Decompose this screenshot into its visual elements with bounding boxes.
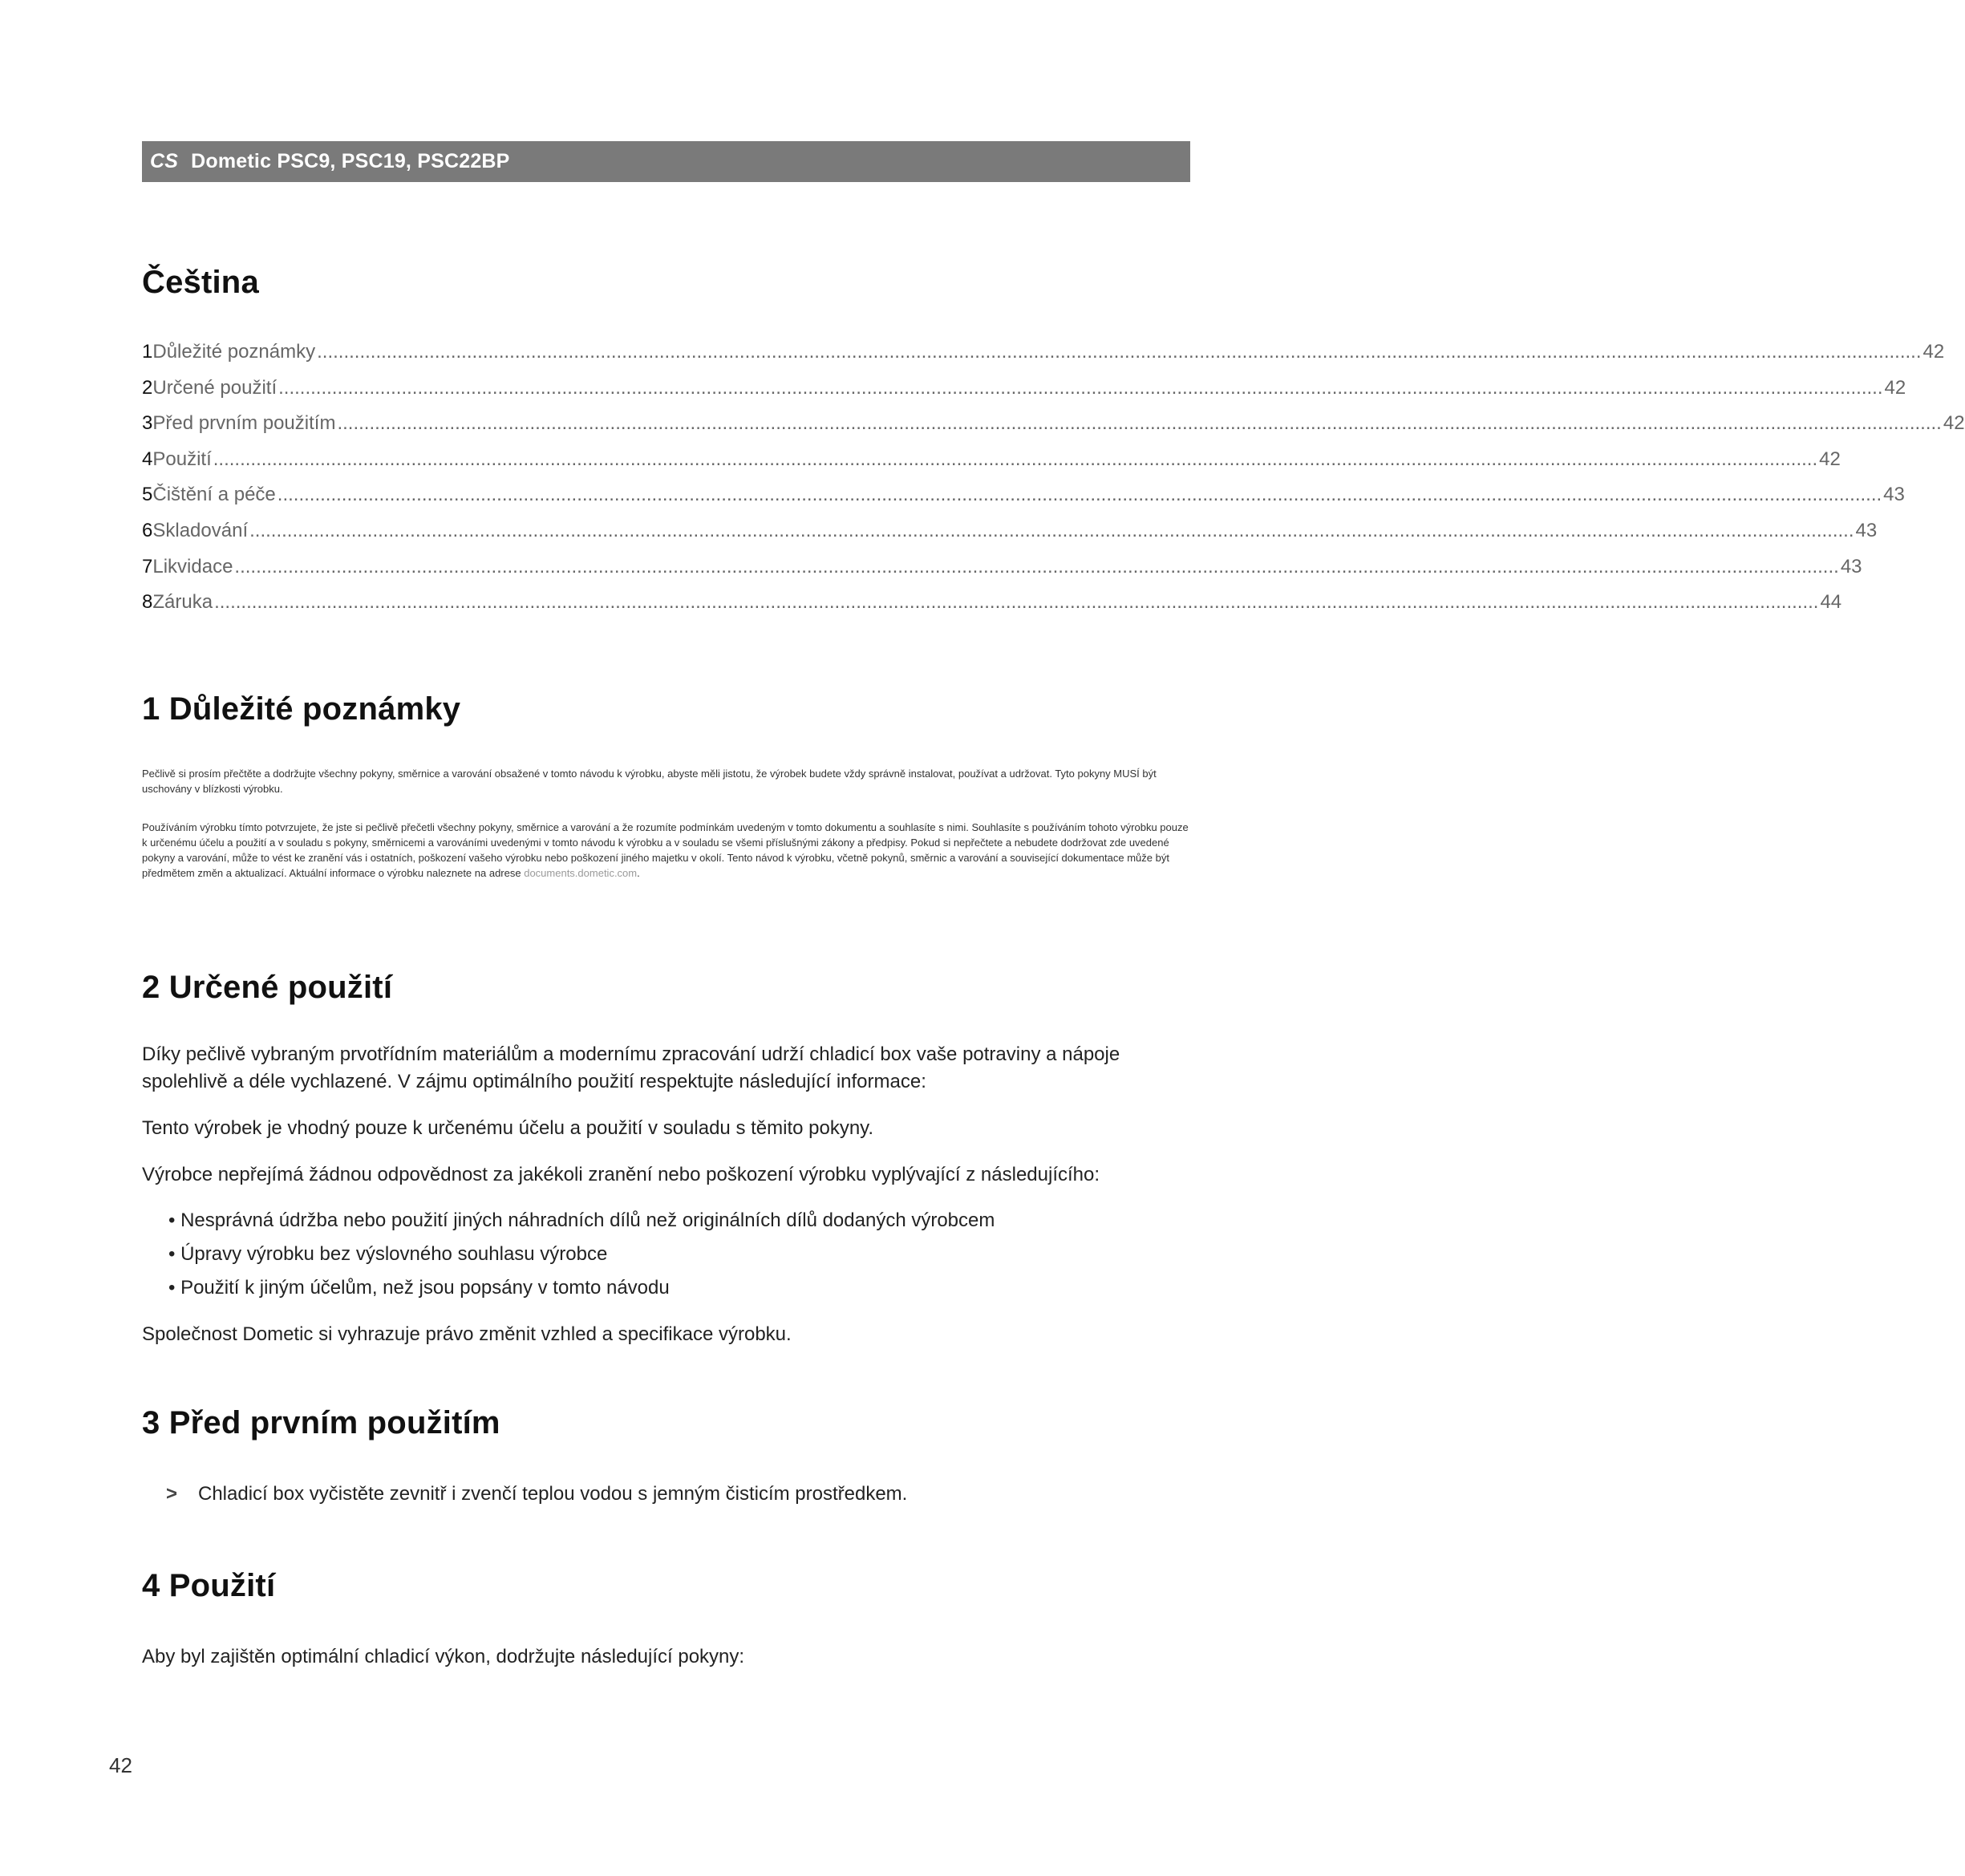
toc-row[interactable]	[142, 591, 1842, 627]
toc-page-number: 42	[1819, 448, 1841, 470]
toc-title: Záruka	[152, 591, 213, 614]
section-2-paragraph-3: Výrobce nepřejímá žádnou odpovědnost za jakékoli zranění nebo poškození výrobku vyplývající z následujícího:	[142, 1164, 1100, 1185]
bullet-item: • Použití k jiným účelům, než jsou popsány v tomto návodu	[168, 1277, 670, 1299]
toc-leader-dots: ............................................................................................................................................................................................................................................................................................................	[234, 555, 1839, 577]
section-2-heading: 2 Určené použití	[142, 970, 393, 1005]
toc-row[interactable]	[142, 555, 1862, 592]
table-of-contents	[142, 341, 1965, 627]
toc-page-number: 42	[1943, 412, 1965, 435]
toc-leader-dots: ............................................................................................................................................................................................................................................................................................................	[213, 448, 1818, 470]
step-arrow-icon: >	[166, 1483, 178, 1505]
language-code: CS	[150, 150, 179, 172]
toc-page-number: 42	[1884, 376, 1906, 399]
section-1-paragraph-2-text: Používáním výrobku tímto potvrzujete, že jste si pečlivě přečetli všechny pokyny, směrnice a varování a že rozumíte podmínkám uvedeným v tomto dokumentu a souhlasíte s nimi. Souhlasíte s používáním tohoto výrobku pouze k určenému účelu a použití a v souladu s pokyny, směrnicemi a varováními uvedenými v tomto návodu k výrobku a v souladu se všemi příslušnými zákony a předpisy. Pokud si nepřečtete a nebudete dodržovat zde uvedené pokyny a varování, může to vést ke zranění vás i ostatních, poškození vašeho výrobku nebo poškození jiného majetku v okolí. Tento návod k výrobku, včetně pokynů, směrnic a varování a související dokumentace může být předmětem změn a aktualizací. Aktuální informace o výrobku naleznete na adrese	[142, 821, 1189, 879]
toc-title: Likvidace	[152, 555, 233, 577]
toc-number: 7	[142, 555, 153, 577]
page-number: 42	[109, 1753, 132, 1777]
step-text: Chladicí box vyčistěte zevnitř i zvenčí teplou vodou s jemným čisticím prostředkem.	[198, 1483, 908, 1505]
toc-title: Určené použití	[152, 376, 278, 399]
bullet-item: • Úpravy výrobku bez výslovného souhlasu výrobce	[168, 1243, 608, 1265]
toc-leader-dots: ............................................................................................................................................................................................................................................................................................................	[277, 484, 1882, 506]
bullet-text: Nesprávná údržba nebo použití jiných náhradních dílů než originálních dílů dodaných výrobcem	[180, 1209, 995, 1231]
section-4-paragraph-1: Aby byl zajištěn optimální chladicí výkon, dodržujte následující pokyny:	[142, 1646, 745, 1667]
toc-row[interactable]	[142, 484, 1905, 520]
language-heading: Čeština	[142, 265, 259, 300]
toc-leader-dots: ............................................................................................................................................................................................................................................................................................................	[249, 519, 1854, 541]
toc-title: Čištění a péče	[152, 484, 276, 506]
section-2-paragraph-1: Díky pečlivě vybraným prvotřídním materiálům a modernímu zpracování udrží chladicí box vaše potraviny a nápoje spolehlivě a déle vychlazené. V zájmu optimálního použití respektujte následující informace:	[142, 1043, 1120, 1092]
toc-page-number: 43	[1840, 555, 1862, 577]
toc-title: Důležité poznámky	[152, 341, 316, 363]
header-bar	[142, 141, 1190, 182]
toc-page-number: 43	[1883, 484, 1905, 506]
section-2-paragraph-4: Společnost Dometic si vyhrazuje právo změnit vzhled a specifikace výrobku.	[142, 1323, 792, 1345]
bullet-text: Úpravy výrobku bez výslovného souhlasu výrobce	[180, 1243, 608, 1265]
toc-number: 4	[142, 448, 153, 470]
toc-number: 8	[142, 591, 153, 614]
document-title: Dometic PSC9, PSC19, PSC22BP	[191, 150, 510, 172]
section-4-heading: 4 Použití	[142, 1568, 276, 1603]
toc-title: Před prvním použitím	[152, 412, 336, 435]
toc-page-number: 43	[1855, 519, 1878, 541]
toc-page-number: 42	[1922, 341, 1945, 363]
step-item	[166, 1481, 907, 1508]
section-3-heading: 3 Před prvním použitím	[142, 1405, 500, 1440]
toc-title: Použití	[152, 448, 212, 470]
toc-page-number: 44	[1820, 591, 1842, 614]
documents-link[interactable]: documents.dometic.com	[524, 867, 638, 879]
bullet-text: Použití k jiným účelům, než jsou popsány v tomto návodu	[180, 1277, 670, 1299]
link-suffix: .	[637, 867, 640, 879]
toc-leader-dots: ............................................................................................................................................................................................................................................................................................................	[278, 376, 1883, 399]
toc-title: Skladování	[152, 519, 249, 541]
toc-row[interactable]	[142, 341, 1945, 377]
section-2-paragraph-2: Tento výrobek je vhodný pouze k určenému účelu a použití v souladu s těmito pokyny.	[142, 1117, 874, 1139]
toc-number: 2	[142, 376, 153, 399]
section-1-paragraph-2	[142, 820, 1189, 881]
toc-leader-dots: ............................................................................................................................................................................................................................................................................................................	[337, 412, 1942, 435]
toc-row[interactable]	[142, 412, 1965, 448]
toc-leader-dots: ............................................................................................................................................................................................................................................................................................................	[317, 341, 1922, 363]
toc-number: 3	[142, 412, 153, 435]
section-1-paragraph-1: Pečlivě si prosím přečtěte a dodržujte všechny pokyny, směrnice a varování obsažené v tomto návodu k výrobku, abyste měli jistotu, že výrobek budete vždy správně instalovat, používat a udržovat. Tyto pokyny MUSÍ být uschovány v blízkosti výrobku.	[142, 768, 1157, 795]
bullet-item: • Nesprávná údržba nebo použití jiných náhradních dílů než originálních dílů dodaných výrobcem	[168, 1209, 995, 1231]
toc-number: 1	[142, 341, 153, 363]
toc-leader-dots: ............................................................................................................................................................................................................................................................................................................	[214, 591, 1819, 614]
toc-row[interactable]	[142, 448, 1841, 484]
toc-row[interactable]	[142, 376, 1906, 413]
toc-row[interactable]	[142, 519, 1878, 556]
toc-number: 6	[142, 519, 153, 541]
toc-number: 5	[142, 484, 153, 506]
section-1-heading: 1 Důležité poznámky	[142, 691, 461, 727]
